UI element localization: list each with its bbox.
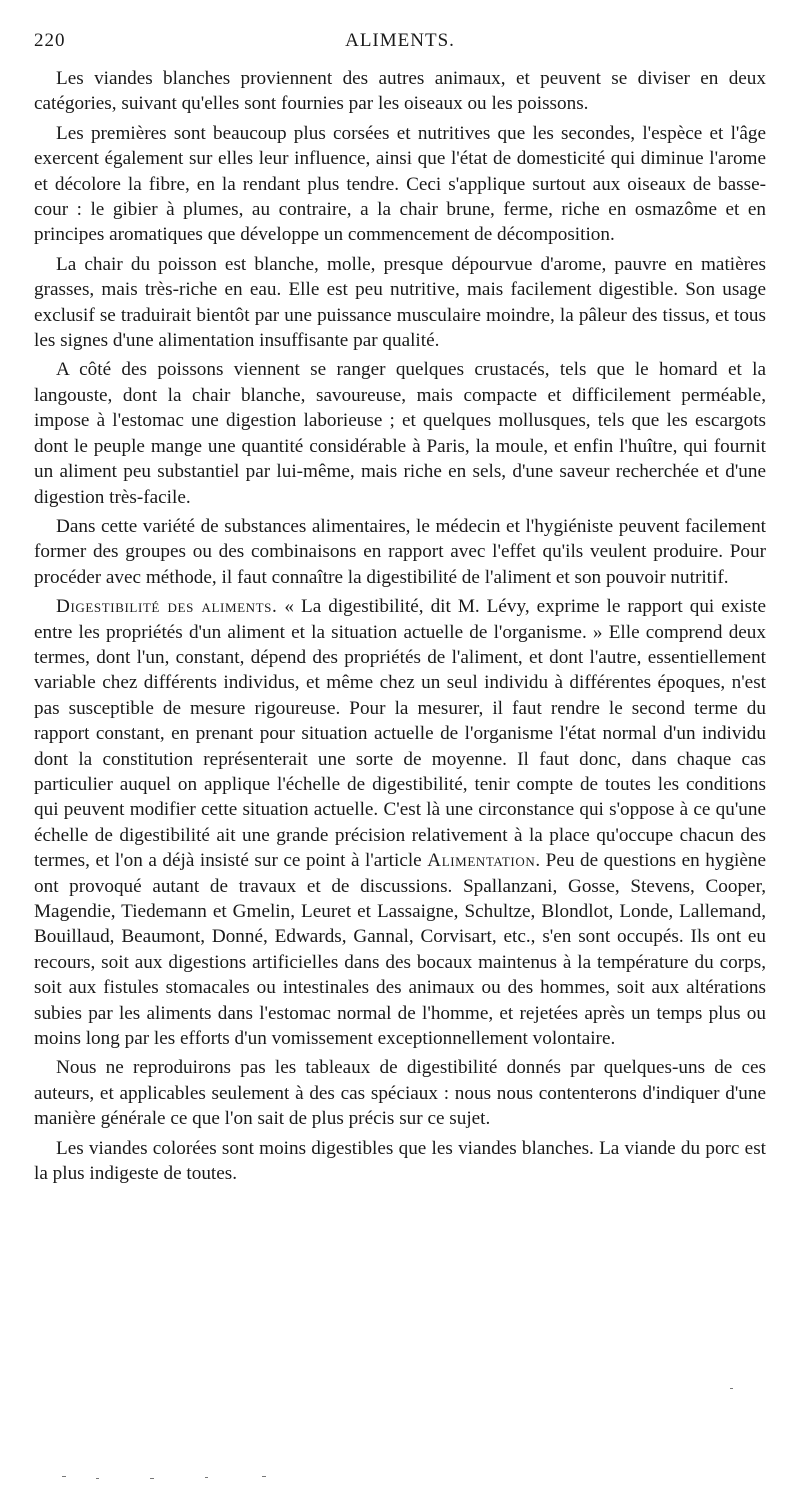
cross-reference: Alimentation (427, 850, 536, 872)
digestibility-text-1: « La digestibilité, dit M. Lévy, exprime le rapport qui existe entre les propriétés d'un aliment et la situation actuelle de l'organisme. » Elle comprend deux termes, dont l'un, constant, dépend des propriétés de l'aliment, et dont l'autre, essentiellement variable chez différents individus, et même chez un seul individu à différentes époques, n'est pas susceptible de mesure rigoureuse. Pour la mesurer, il faut rendre le second terme du rapport constant, en prenant pour situation actuelle de l'organisme l'état normal d'un individu dont la constitution représenterait une sorte de moyenne. Il faut donc, dans chaque cas particulier auquel on applique l'échelle de digestibilité, tenir compte de toutes les conditions qui peuvent modifier cette situation actuelle. C'est là une circonstance qui s'oppose à ce qu'une échelle de digestibilité ait une grande précision relativement à la place qu'occupe chacun des termes, et l'on a déjà insisté sur ce point à l'article (34, 596, 766, 872)
paragraph-fish: La chair du poisson est blanche, molle, presque dépourvue d'arome, pauvre en matières grasses, mais très-riche en eau. Elle est peu nutritive, mais facilement digestible. Son usage exclusif se traduirait bientôt par une puissance musculaire moindre, la pâleur des tissus, et tous les signes d'une alimentation insuffisante par qualité. (34, 253, 766, 352)
paragraph-colored-meats: Les viandes colorées sont moins digestibles que les viandes blanches. La viande du porc est la plus indigeste de toutes. (34, 1137, 766, 1185)
body-text (34, 66, 766, 1190)
scan-speck (205, 1477, 208, 1478)
scan-speck (262, 1476, 266, 1477)
paragraph-white-meats: Les viandes blanches proviennent des autres animaux, et peuvent se diviser en deux catégories, suivant qu'elles sont fournies par les oiseaux ou les poissons. (34, 68, 766, 115)
scan-speck (730, 1388, 733, 1389)
paragraph-tables: Nous ne reproduirons pas les tableaux de digestibilité donnés par quelques-uns de ces auteurs, et applicables seulement à des cas spéciaux : nous nous contenterons d'indiquer d'une manière générale ce que l'on sait de plus précis sur ce sujet. (34, 1057, 766, 1130)
scan-speck (62, 1476, 66, 1477)
paragraph-shellfish: A côté des poissons viennent se ranger quelques crustacés, tels que le homard et la langouste, dont la chair blanche, savoureuse, mais compacte et difficilement perméable, impose à l'estomac une digestion laborieuse ; et quelques mollusques, tels que les escargots dont le peuple mange une quantité considérable à Paris, la moule, et enfin l'huître, qui fournit un aliment peu substantiel par lui-même, mais riche en sels, d'une saveur recherchée et d'une digestion très-facile. (34, 359, 766, 508)
scan-speck (96, 1478, 99, 1479)
running-head (34, 30, 766, 58)
running-title: ALIMENTS. (345, 30, 455, 51)
paragraph-poultry: Les premières sont beaucoup plus corsées et nutritives que les secondes, l'espèce et l'âge exercent également sur elles leur influence, ainsi que l'état de domesticité qui diminue l'arome et décolore la fibre, en la rendant plus tendre. Ceci s'applique surtout aux oiseaux de basse-cour : le gibier à plumes, au contraire, a la chair brune, ferme, riche en osmazôme et en principes aromatiques que développe un commencement de décomposition. (34, 122, 766, 246)
page-number: 220 (34, 30, 66, 51)
paragraph-variety: Dans cette variété de substances alimentaires, le médecin et l'hygiéniste peuvent facilement former des groupes ou des combinaisons en rapport avec l'effet qu'ils veulent produire. Pour procéder avec méthode, il faut connaître la digestibilité de l'aliment et son pouvoir nutritif. (34, 515, 766, 588)
digestibility-text-2: . Peu de questions en hygiène ont provoqué autant de travaux et de discussions. Spallanzani, Gosse, Stevens, Cooper, Magendie, Tiedemann et Gmelin, Leuret et Lassaigne, Schultze, Blondlot, Londe, Lallemand, Bouillaud, Beaumont, Donné, Edwards, Gannal, Corvisart, etc., s'en sont occupés. Ils ont eu recours, soit aux digestions artificielles dans des bocaux maintenus à la température du corps, soit aux fistules stomacales ou intestinales des animaux ou des hommes, soit aux altérations subies par les aliments dans l'estomac normal de l'homme, et rejetées après un temps plus ou moins long par les efforts d'un vomissement exceptionnellement volontaire. (34, 850, 766, 1050)
paragraph-digestibility (34, 594, 766, 1051)
scan-speck (150, 1478, 154, 1479)
section-lead: Digestibilité des aliments. (56, 596, 278, 618)
